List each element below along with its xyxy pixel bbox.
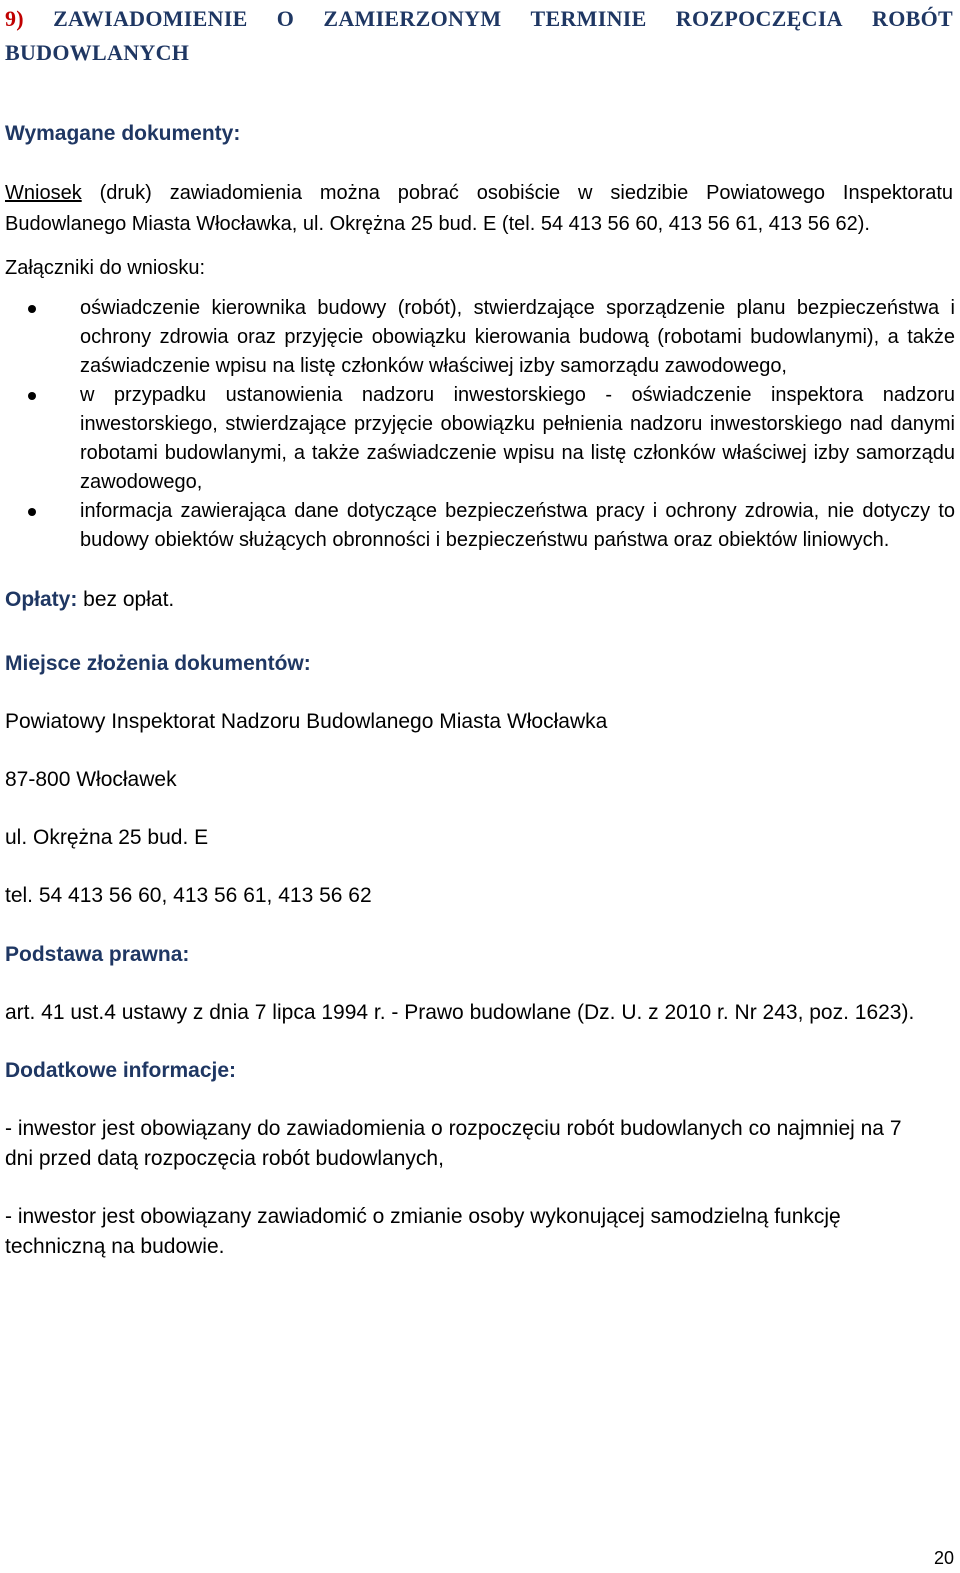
legal-basis-text: art. 41 ust.4 ustawy z dnia 7 lipca 1994 r. - Prawo budowlane (Dz. U. z 2010 r. Nr 243, poz. 1623). xyxy=(5,1001,915,1024)
bullet-icon xyxy=(28,305,36,313)
fees-label: Opłaty: xyxy=(5,588,78,611)
additional-info-heading: Dodatkowe informacje: xyxy=(5,1059,237,1082)
submission-street: ul. Okrężna 25 bud. E xyxy=(5,826,209,849)
application-form-link[interactable]: Wniosek xyxy=(5,182,82,204)
required-documents-intro xyxy=(5,178,953,240)
additional-info-item: - inwestor jest obowiązany zawiadomić o zmianie osoby wykonującej samodzielną funkcję techniczną na budowie. xyxy=(5,1205,841,1258)
title-word: ZAWIADOMIENIE xyxy=(53,6,248,31)
required-documents-heading: Wymagane dokumenty: xyxy=(5,122,241,145)
list-item-text: informacja zawierająca dane dotyczące bezpieczeństwa pracy i ochrony zdrowia, nie dotyczy to budowy obiektów służących obronności i bezpieczeństwu państwa oraz obiektów liniowych. xyxy=(80,500,955,551)
additional-info-item: - inwestor jest obowiązany do zawiadomienia o rozpoczęciu robót budowlanych co najmniej na 7 dni przed datą rozpoczęcia robót budowlanych, xyxy=(5,1117,902,1170)
list-item xyxy=(5,381,955,497)
fees-value: bez opłat. xyxy=(77,588,175,611)
section-title-line-2: BUDOWLANYCH xyxy=(5,40,190,65)
page-number: 20 xyxy=(933,1548,954,1568)
title-word: TERMINIE xyxy=(530,6,647,31)
section-title-line-1 xyxy=(5,2,953,36)
submission-office: Powiatowy Inspektorat Nadzoru Budowlanego Miasta Włocławka xyxy=(5,710,608,733)
submission-postal: 87-800 Włocławek xyxy=(5,768,177,791)
legal-basis-heading: Podstawa prawna: xyxy=(5,943,190,966)
section-title xyxy=(5,2,953,70)
title-word: O xyxy=(276,6,295,31)
list-item xyxy=(5,497,955,555)
fees-line xyxy=(5,588,174,612)
title-word: ZAMIERZONYM xyxy=(323,6,502,31)
attachments-label: Załączniki do wniosku: xyxy=(5,257,206,279)
intro-text: (druk) zawiadomienia można pobrać osobiście w siedzibie Powiatowego Inspektoratu Budowlanego Miasta Włocławka, ul. Okrężna 25 bud. E (tel. 54 413 56 60, 413 56 61, 413 56 62). xyxy=(5,182,953,235)
section-number: 9) xyxy=(5,6,24,31)
list-item-text: oświadczenie kierownika budowy (robót), stwierdzające sporządzenie planu bezpieczeństwa i ochrony zdrowia oraz przyjęcie obowiązku kierowania budową (robotami budowlanymi), a także zaświadczenie wpisu na listę członków właściwej izby samorządu zawodowego, xyxy=(80,297,955,377)
list-item xyxy=(5,294,955,381)
submission-phone: tel. 54 413 56 60, 413 56 61, 413 56 62 xyxy=(5,884,372,907)
submission-heading: Miejsce złożenia dokumentów: xyxy=(5,652,311,675)
attachments-list xyxy=(5,294,955,555)
title-word: ROBÓT xyxy=(872,6,953,31)
list-item-text: w przypadku ustanowienia nadzoru inwestorskiego - oświadczenie inspektora nadzoru inwestorskiego, stwierdzające przyjęcie obowiązku pełnienia nadzoru inwestorskiego nad danymi robotami budowlanymi, a także zaświadczenie wpisu na listę członków właściwej izby samorządu zawodowego, xyxy=(80,384,955,493)
bullet-icon xyxy=(28,508,36,516)
title-word: ROZPOCZĘCIA xyxy=(675,6,843,31)
bullet-icon xyxy=(28,392,36,400)
